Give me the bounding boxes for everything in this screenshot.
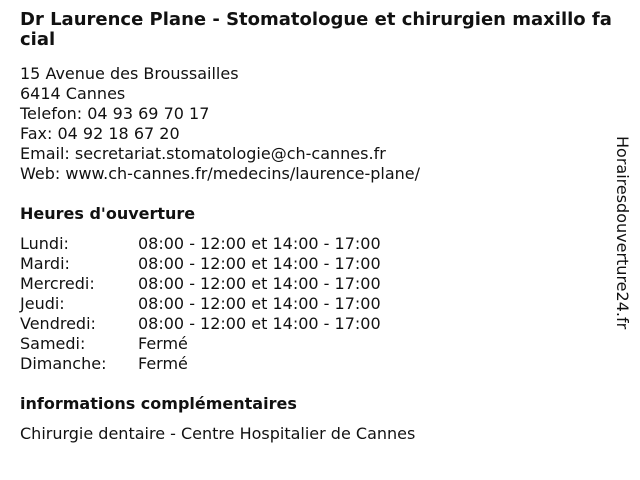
- hours-row-tuesday: [20, 254, 381, 274]
- info-heading: informations complémentaires: [20, 394, 297, 413]
- hours-value: 08:00 - 12:00 et 14:00 - 17:00: [138, 314, 381, 333]
- address-street: 15 Avenue des Broussailles: [20, 64, 239, 83]
- hours-row-monday: [20, 234, 381, 254]
- hours-value: 08:00 - 12:00 et 14:00 - 17:00: [138, 274, 381, 293]
- contact-block: [20, 64, 420, 184]
- hours-row-thursday: [20, 294, 381, 314]
- day-label: Dimanche:: [20, 354, 107, 373]
- day-label: Vendredi:: [20, 314, 96, 333]
- website-link: Web: www.ch-cannes.fr/medecins/laurence-plane/: [20, 164, 421, 183]
- opening-hours-table: [20, 234, 381, 374]
- day-label: Jeudi:: [20, 294, 65, 313]
- hours-value: 08:00 - 12:00 et 14:00 - 17:00: [138, 294, 381, 313]
- hours-row-friday: [20, 314, 381, 334]
- address-city: 6414 Cannes: [20, 84, 126, 103]
- day-label: Lundi:: [20, 234, 69, 253]
- day-label: Samedi:: [20, 334, 86, 353]
- hours-value: Fermé: [138, 334, 188, 353]
- fax-number: Fax: 04 92 18 67 20: [20, 124, 180, 143]
- info-text: Chirurgie dentaire - Centre Hospitalier de Cannes: [20, 424, 416, 443]
- page-title: Dr Laurence Plane - Stomatologue et chirurgien maxillo facial: [20, 9, 612, 50]
- hours-value: 08:00 - 12:00 et 14:00 - 17:00: [138, 234, 381, 253]
- day-label: Mardi:: [20, 254, 70, 273]
- hours-value: 08:00 - 12:00 et 14:00 - 17:00: [138, 254, 381, 273]
- hours-row-wednesday: [20, 274, 381, 294]
- hours-value: Fermé: [138, 354, 188, 373]
- phone-number: Telefon: 04 93 69 70 17: [20, 104, 210, 123]
- site-watermark: Horairesdouverture24.fr: [613, 136, 632, 330]
- day-label: Mercredi:: [20, 274, 95, 293]
- hours-row-saturday: [20, 334, 381, 354]
- hours-heading: Heures d'ouverture: [20, 204, 196, 223]
- hours-row-sunday: [20, 354, 381, 374]
- email-address: Email: secretariat.stomatologie@ch-cannes.fr: [20, 144, 386, 163]
